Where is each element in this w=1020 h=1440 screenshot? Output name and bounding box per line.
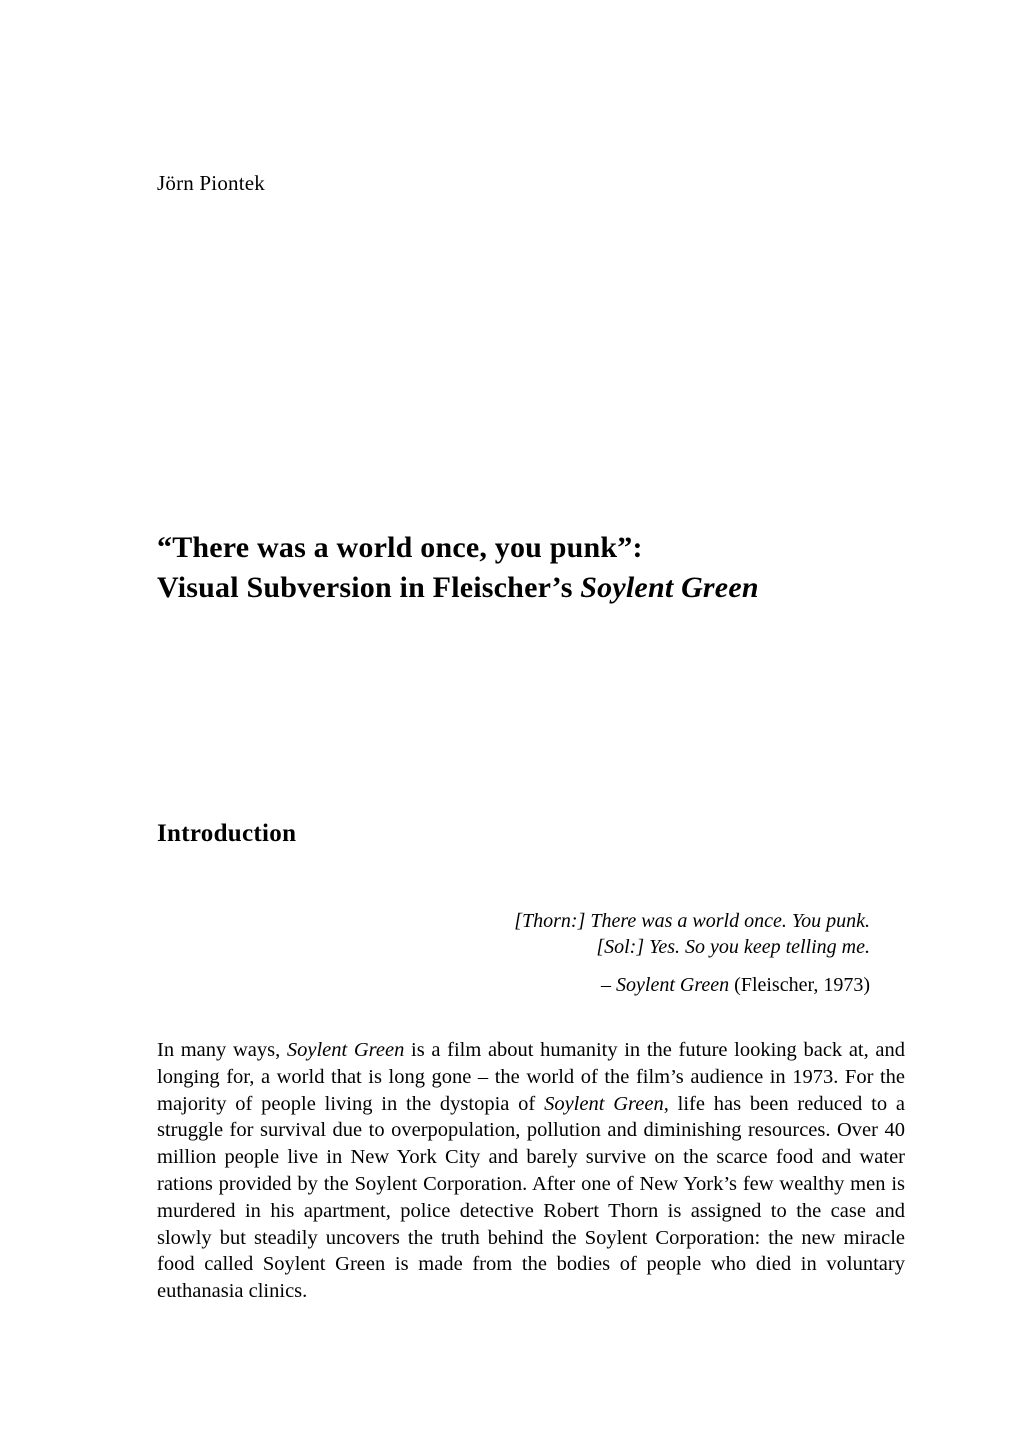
body-paragraph	[157, 1037, 905, 1305]
epigraph-attribution	[157, 972, 870, 998]
body-film-name-1: Soylent Green	[286, 1039, 405, 1061]
body-run1: In many ways,	[157, 1039, 287, 1061]
body-run5: , life has been reduced to a struggle for survival due to overpopulation, pollution and diminishing resources. Over 40 million people live in New York City and barely survive on the scarce food and water rations provided by the Soylent Corporation. After one of New York’s few wealthy men is murdered in his apartment, police detective Robert Thorn is assigned to the case and slowly but steadily uncovers the truth behind the Soylent Corporation: the new miracle food called Soylent Green is made from the bodies of people who died in voluntary euthanasia clinics.	[157, 1092, 905, 1303]
epigraph-quote-line1: [Thorn:] There was a world once. You punk.	[514, 910, 870, 932]
paper-title-line1: “There was a world once, you punk”:	[157, 531, 643, 564]
epigraph-attribution-film-name: Soylent Green	[616, 974, 730, 996]
epigraph	[157, 908, 870, 998]
paper-title-line2-prefix: Visual Subversion in Fleischer’s	[157, 571, 581, 604]
epigraph-quote-line2: [Sol:] Yes. So you keep telling me.	[596, 936, 870, 958]
paper-title	[157, 528, 917, 608]
body-film-name-2: Soylent Green	[544, 1092, 664, 1115]
epigraph-attribution-source: (Fleischer, 1973)	[729, 974, 870, 996]
paper-title-film-name: Soylent Green	[580, 571, 759, 604]
body-run3: is a film about humanity in the future looking back at, and longing for, a world that is long gone – the world of the film’s audience in 1973. For the majority of people living in the dystopia of	[157, 1039, 906, 1115]
author-name: Jörn Piontek	[157, 171, 265, 195]
section-heading-introduction: Introduction	[157, 820, 297, 847]
epigraph-attribution-dash: –	[601, 974, 617, 996]
